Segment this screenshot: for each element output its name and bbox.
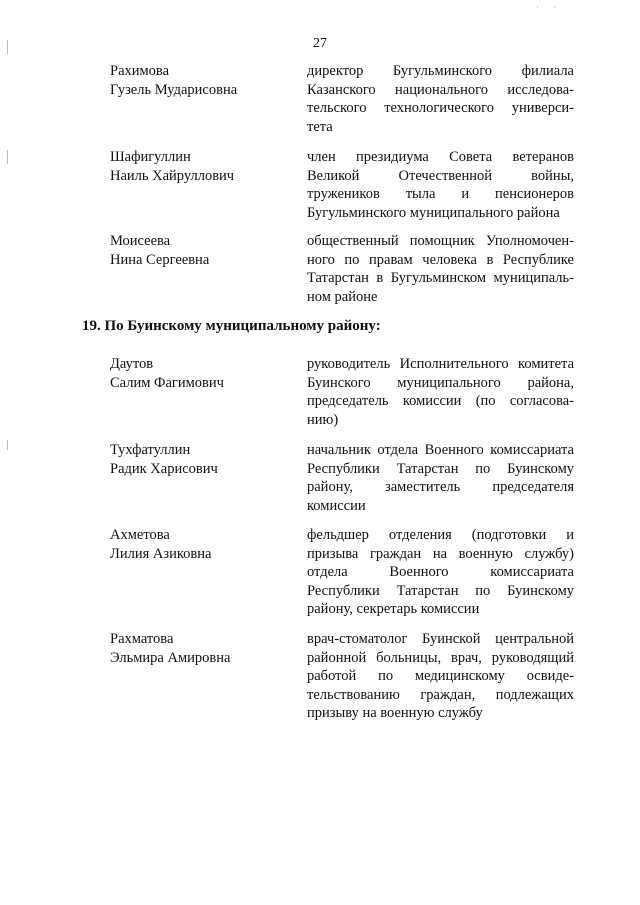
role-line: тельского технологического универси- [307, 100, 574, 117]
role-line: районной больницы, врач, руководящий [307, 649, 574, 666]
member-role [307, 355, 574, 429]
member-given-names: Салим Фагимович [110, 375, 224, 391]
member-role [307, 630, 574, 723]
scan-edge-mark [7, 150, 8, 164]
member-given-names: Нина Сергеевна [110, 252, 210, 268]
member-given-names: Гузель Мударисовна [110, 82, 238, 98]
member-given-names: Радик Харисович [110, 461, 218, 477]
role-line: руководитель Исполнительного комитета [307, 356, 574, 372]
member-role [307, 148, 574, 222]
member-name [110, 232, 209, 270]
role-line: нию) [307, 411, 339, 428]
role-line: Казанского национального исследова- [307, 81, 574, 98]
scan-edge-mark [7, 440, 8, 450]
member-given-names: Лилия Азиковна [110, 546, 212, 562]
member-surname: Даутов [110, 356, 154, 372]
member-role [307, 62, 574, 136]
role-line: отдела Военного комиссариата [307, 564, 574, 581]
member-name [110, 148, 234, 186]
page-number: 27 [313, 36, 327, 51]
member-name [110, 62, 237, 100]
member-name [110, 630, 230, 668]
role-line: врач-стоматолог Буинской центральной [307, 631, 574, 647]
member-name [110, 441, 218, 479]
member-given-names: Наиль Хайруллович [110, 168, 235, 184]
role-line: тельствованию граждан, подлежащих [307, 686, 574, 703]
role-line: ном районе [307, 288, 378, 305]
member-given-names: Эльмира Амировна [110, 650, 231, 666]
member-role [307, 441, 574, 515]
role-line: председатель комиссии (по согласова- [307, 393, 574, 410]
role-line: Татарстан в Бугульминском муниципаль- [307, 270, 574, 287]
role-line: району, заместитель председателя [307, 479, 574, 496]
role-line: общественный помощник Уполномочен- [307, 233, 574, 249]
role-line: Буинского муниципального района, [307, 374, 574, 391]
role-line: комиссии [307, 497, 366, 514]
member-role [307, 232, 574, 306]
role-line: тета [307, 118, 333, 135]
role-line: фельдшер отделения (подготовки и [307, 527, 574, 543]
role-line: Республики Татарстан по Буинскому [307, 460, 574, 477]
member-surname: Шафигуллин [110, 149, 191, 165]
role-line: член президиума Совета ветеранов [307, 149, 574, 165]
role-line: району, секретарь комиссии [307, 601, 480, 618]
role-line: ного по правам человека в Республике [307, 251, 574, 268]
role-line: Бугульминского муниципального района [307, 204, 560, 221]
role-line: директор Бугульминского филиала [307, 63, 574, 79]
role-line: тружеников тыла и пенсионеров [307, 186, 574, 203]
role-line: Великой Отечественной войны, [307, 167, 574, 184]
member-surname: Тухфатуллин [110, 442, 191, 458]
role-line: призыва граждан на военную службу) [307, 545, 574, 562]
member-name [110, 526, 211, 564]
member-role [307, 526, 574, 619]
scan-corner-mark: · · [536, 2, 563, 12]
member-surname: Рахимова [110, 63, 170, 79]
member-name [110, 355, 224, 393]
role-line: Республики Татарстан по Буинскому [307, 582, 574, 599]
role-line: призыву на военную службу [307, 705, 483, 722]
member-surname: Рахматова [110, 631, 174, 647]
role-line: работой по медицинскому освиде- [307, 668, 574, 685]
section-heading: 19. По Буинскому муниципальному району: [82, 318, 381, 334]
member-surname: Ахметова [110, 527, 170, 543]
role-line: начальник отдела Военного комиссариата [307, 442, 574, 458]
member-surname: Моисеева [110, 233, 171, 249]
